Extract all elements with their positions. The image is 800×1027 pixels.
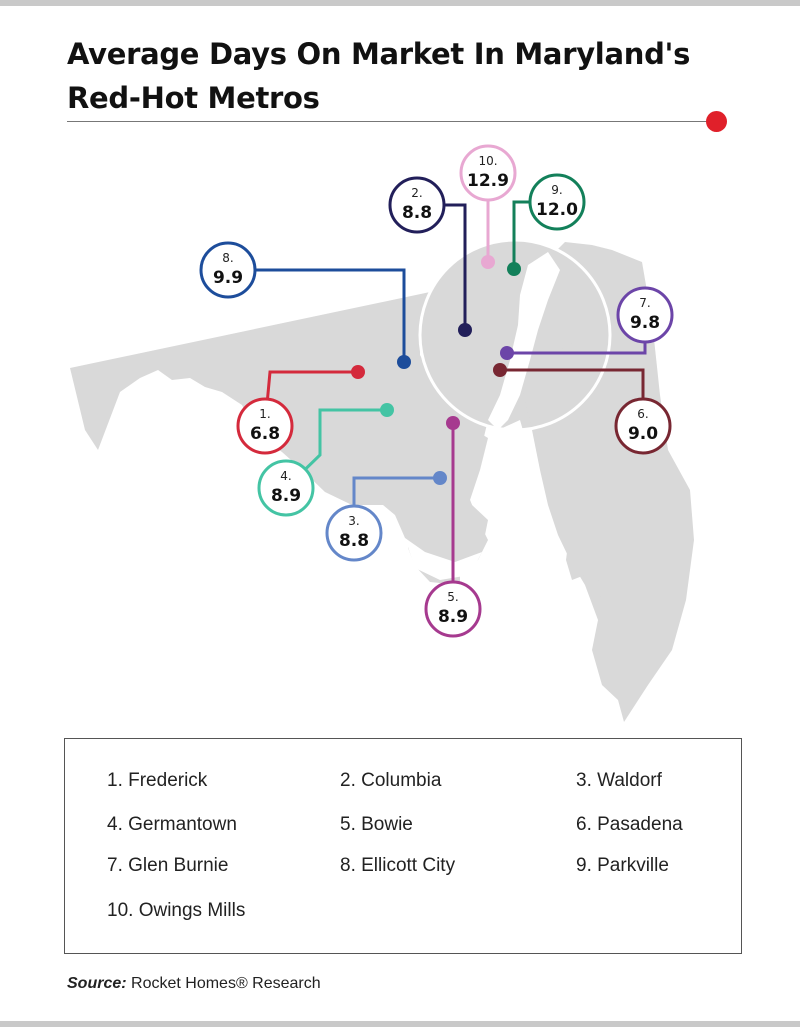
callout-days-waldorf: 8.8 (338, 531, 370, 551)
legend-item-waldorf: 3. Waldorf (576, 770, 662, 791)
callout-days-owings-mills: 12.9 (467, 171, 509, 191)
callout-rank-pasadena: 6. (637, 407, 649, 421)
callout-rank-glen-burnie: 7. (639, 296, 651, 310)
legend-item-germantown: 4. Germantown (107, 814, 237, 835)
location-marker-columbia (458, 323, 472, 337)
callout-days-pasadena: 9.0 (627, 424, 659, 444)
bottom-border (0, 1021, 800, 1027)
location-marker-owings-mills (481, 255, 495, 269)
source-text: Rocket Homes® Research (126, 975, 321, 992)
callout-days-ellicott-city: 9.9 (212, 268, 244, 288)
callout-rank-bowie: 5. (447, 590, 459, 604)
source-label: Source: (67, 975, 127, 992)
callout-rank-ellicott-city: 8. (222, 251, 234, 265)
callout-rank-germantown: 4. (280, 469, 292, 483)
location-marker-germantown (380, 403, 394, 417)
callout-rank-parkville: 9. (551, 183, 563, 197)
legend-box (64, 738, 742, 954)
callout-days-parkville: 12.0 (536, 200, 578, 220)
legend-item-frederick: 1. Frederick (107, 770, 208, 791)
legend-item-glen-burnie: 7. Glen Burnie (107, 855, 229, 876)
callout-days-columbia: 8.8 (401, 203, 433, 223)
legend-item-owings-mills: 10. Owings Mills (107, 900, 246, 921)
legend-item-columbia: 2. Columbia (340, 770, 442, 791)
title-line-2: Red-Hot Metros (67, 81, 320, 115)
callout-days-glen-burnie: 9.8 (629, 313, 661, 333)
callout-rank-frederick: 1. (259, 407, 271, 421)
location-marker-parkville (507, 262, 521, 276)
map-landmass (70, 240, 694, 722)
location-marker-ellicott-city (397, 355, 411, 369)
legend-item-pasadena: 6. Pasadena (576, 814, 683, 835)
callout-rank-waldorf: 3. (348, 514, 360, 528)
callout-days-frederick: 6.8 (249, 424, 281, 444)
title-line-1: Average Days On Market In Maryland's (67, 37, 691, 71)
legend-item-ellicott-city: 8. Ellicott City (340, 855, 456, 876)
callout-rank-owings-mills: 10. (478, 154, 498, 168)
callout-rank-columbia: 2. (411, 186, 423, 200)
location-marker-glen-burnie (500, 346, 514, 360)
location-marker-frederick (351, 365, 365, 379)
legend-item-parkville: 9. Parkville (576, 855, 669, 876)
location-marker-pasadena (493, 363, 507, 377)
location-marker-waldorf (433, 471, 447, 485)
callout-days-germantown: 8.9 (270, 486, 302, 506)
location-marker-bowie (446, 416, 460, 430)
source-note (67, 975, 321, 993)
legend-item-bowie: 5. Bowie (340, 814, 413, 835)
callout-days-bowie: 8.9 (437, 607, 469, 627)
